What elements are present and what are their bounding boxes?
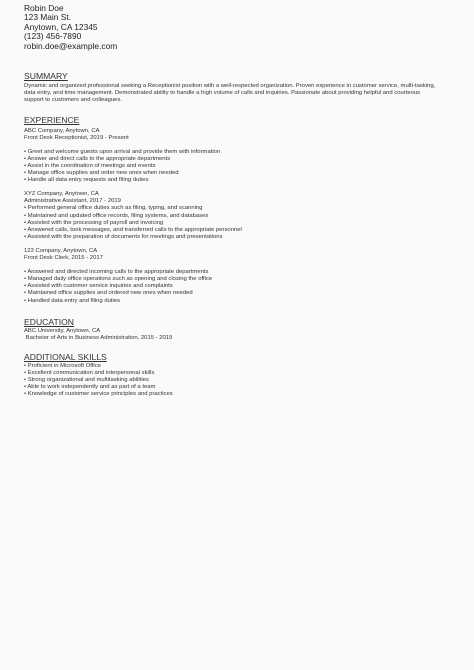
contact-street: 123 Main St. bbox=[24, 12, 72, 23]
education-degree: Bacheior of Arts in Business Administration, 2015 - 2019 bbox=[24, 334, 173, 341]
list-item: • Handle all data entry requests and filing duties bbox=[24, 177, 149, 184]
job-entry bbox=[24, 128, 450, 185]
list-item: • Excellent communication and interpersonal skills bbox=[24, 369, 155, 376]
job-role: Front Desk Clerk, 2015 - 2017 bbox=[24, 255, 103, 262]
contact-name: Robin Doe bbox=[24, 3, 64, 13]
experience-heading: EXPERIENCE bbox=[24, 114, 80, 125]
list-item: • Answered and directed incoming calls to the appropriate departments bbox=[24, 269, 209, 276]
contact-phone: (123) 456-7890 bbox=[24, 31, 82, 42]
contact-block bbox=[24, 4, 450, 51]
list-item: • Manage office supplies and order new ones when needed bbox=[24, 170, 179, 177]
contact-city: Anytown, CA 12345 bbox=[24, 21, 98, 32]
list-item: • Answer and direct calls to the appropriate departments bbox=[24, 155, 171, 162]
list-item: • Greet and welcome guests upon arrival and provide them with information bbox=[24, 148, 221, 155]
list-item: • Assisted with customer service inquiries and complaints bbox=[24, 283, 173, 290]
education-section bbox=[24, 317, 450, 342]
job-company: XYZ Company, Anytown, CA bbox=[24, 191, 99, 198]
list-item: • Maintained and updated office records, filing systems, and databases bbox=[24, 212, 209, 219]
job-company: ABC Company, Anytown, CA bbox=[24, 127, 100, 134]
job-company: 123 Company, Anytown, CA bbox=[24, 247, 98, 254]
list-item: • Able to work independently and as part of a team bbox=[24, 384, 156, 391]
job-role: Front Desk Receptionist, 2019 - Present bbox=[24, 134, 129, 141]
experience-section bbox=[24, 115, 450, 305]
job-duties bbox=[24, 149, 450, 184]
job-entry bbox=[24, 248, 450, 305]
education-school: ABC University, Anytown, CA bbox=[24, 327, 101, 334]
job-duties bbox=[24, 205, 450, 240]
list-item: • Handled data entry and filing duties bbox=[24, 297, 121, 304]
skills-heading: ADDITIONAL SKILLS bbox=[24, 351, 107, 362]
list-item: • Managed daily office operations such as opening and closing the office bbox=[24, 276, 213, 283]
list-item: • Strong organizational and multitasking abilities bbox=[24, 376, 149, 383]
list-item: • Proficient in Microsoft Office bbox=[24, 362, 101, 369]
job-role: Administrative Assistant, 2017 - 2019 bbox=[24, 198, 121, 205]
skills-list bbox=[24, 363, 450, 398]
job-duties bbox=[24, 269, 450, 304]
list-item: • Performed general office duties such as filing, typing, and scanning bbox=[24, 205, 203, 212]
summary-heading: SUMMARY bbox=[24, 71, 68, 82]
summary-section bbox=[24, 71, 450, 105]
list-item: • Maintained office supplies and ordered new ones when needed bbox=[24, 290, 193, 297]
job-entry bbox=[24, 191, 450, 241]
contact-email: robin.doe@example.com bbox=[24, 40, 118, 51]
list-item: • Assisted with the preparation of documents for meetings and presentations bbox=[24, 233, 223, 240]
list-item: • Answered calls, took messages, and transferred calls to the appropriate personnel bbox=[24, 226, 242, 233]
education-heading: EDUCATION bbox=[24, 316, 74, 327]
skills-section bbox=[24, 352, 450, 398]
summary-text: Dynamic and organized professional seeking a Receptionist position with a well-respected organization. Proven experience in customer service, multi-tasking, data entry, and time management. Demonstrated ability to handle a high volume of calls and inquiries. Passionate about providing helpful and courteous support to customers and colleagues. bbox=[24, 83, 436, 104]
list-item: • Assist in the coordination of meetings and events bbox=[24, 163, 156, 170]
list-item: • Assisted with the processing of payroll and invoicing bbox=[24, 219, 164, 226]
list-item: • Knowledge of customer service principles and practices bbox=[24, 391, 173, 398]
